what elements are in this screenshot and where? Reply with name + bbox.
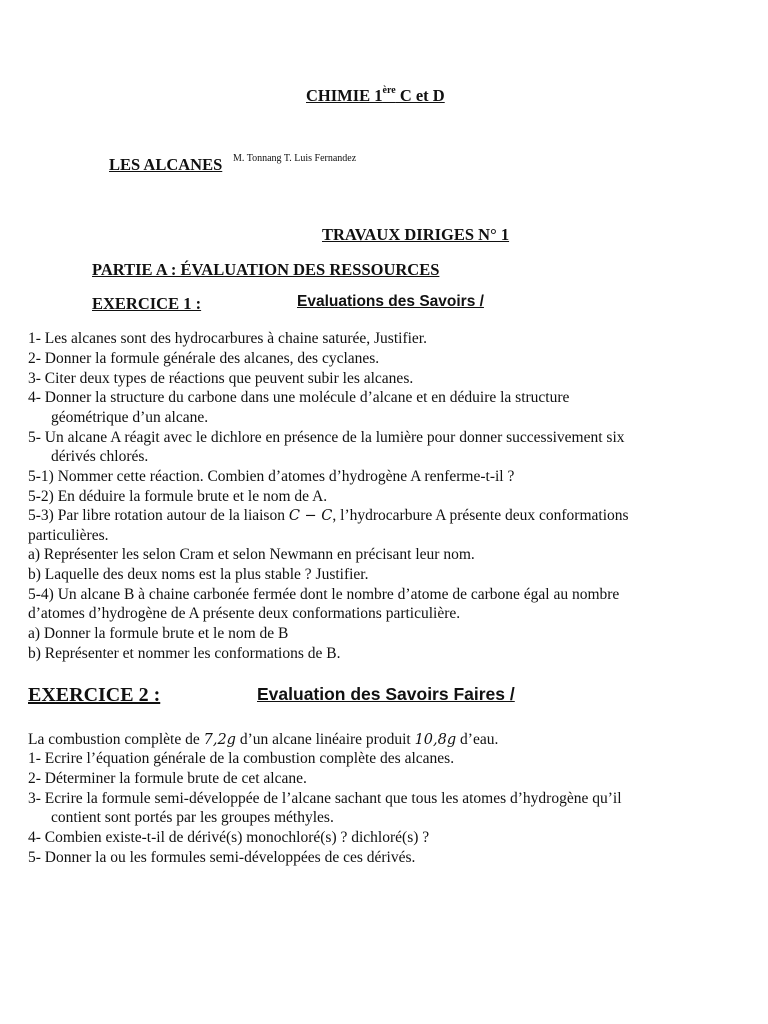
exercise1-label: EXERCICE 1 :: [92, 294, 202, 313]
line-part: , l’hydrocarbure A présente deux conformations: [332, 507, 629, 524]
td-title: TRAVAUX DIRIGES N° 1: [322, 225, 510, 244]
author-name: M. Tonnang T. Luis Fernandez: [233, 153, 357, 164]
title-main: CHIMIE 1: [306, 86, 383, 105]
question-line: 3- Citer deux types de réactions que peuvent subir les alcanes.: [28, 370, 414, 387]
question-line: 5-2) En déduire la formule brute et le nom de A.: [28, 488, 328, 505]
question-line: 5- Un alcane A réagit avec le dichlore en présence de la lumière pour donner successivement six: [28, 429, 625, 446]
question-line: b) Laquelle des deux noms est la plus stable ? Justifier.: [28, 566, 369, 583]
topic-heading: LES ALCANES: [109, 155, 223, 174]
partie-heading: PARTIE A : ÉVALUATION DES RESSOURCES: [92, 260, 440, 279]
question-line: 2- Donner la formule générale des alcanes, des cyclanes.: [28, 350, 380, 367]
title-superscript: ère: [382, 84, 396, 96]
intro-part: La combustion complète de: [28, 731, 204, 748]
math-formula: C − C: [288, 508, 333, 524]
question-line: 5-1) Nommer cette réaction. Combien d’atomes d’hydrogène A renferme-t-il ?: [28, 468, 515, 485]
line-part: 5-3) Par libre rotation autour de la liaison: [28, 507, 285, 524]
question-line: a) Représenter les selon Cram et selon Newmann en précisant leur nom.: [28, 546, 475, 563]
math-value: 7,2g: [203, 732, 236, 748]
question-line: a) Donner la formule brute et le nom de B: [28, 625, 289, 642]
exercise2-subtitle: Evaluation des Savoirs Faires /: [257, 684, 515, 704]
exercise1-subtitle: Evaluations des Savoirs /: [297, 293, 484, 310]
question-line: b) Représenter et nommer les conformations de B.: [28, 645, 341, 662]
math-value: 10,8g: [414, 732, 457, 748]
question-line: 4- Combien existe-t-il de dérivé(s) monochloré(s) ? dichloré(s) ?: [28, 829, 430, 846]
question-line: 1- Ecrire l’équation générale de la combustion complète des alcanes.: [28, 750, 455, 767]
title-rest: C et D: [395, 86, 445, 105]
question-line: géométrique d’un alcane.: [51, 409, 209, 426]
question-line: d’atomes d’hydrogène de A présente deux conformations particulière.: [28, 605, 461, 622]
question-line: 1- Les alcanes sont des hydrocarbures à chaine saturée, Justifier.: [28, 330, 427, 347]
question-line: 3- Ecrire la formule semi-développée de l’alcane sachant que tous les atomes d’hydrogène qu’il: [28, 790, 622, 807]
question-line: dérivés chlorés.: [51, 448, 149, 465]
question-line: contient sont portés par les groupes méthyles.: [51, 809, 334, 826]
question-line: 5-4) Un alcane B à chaine carbonée fermée dont le nombre d’atome de carbone égal au nombre: [28, 586, 620, 603]
question-line: [28, 506, 629, 527]
exercise2-intro: [28, 730, 498, 751]
page-title: [306, 86, 445, 106]
intro-part: d’un alcane linéaire produit: [235, 731, 415, 748]
question-line: 5- Donner la ou les formules semi-développées de ces dérivés.: [28, 849, 416, 866]
intro-part: d’eau.: [456, 731, 499, 748]
question-line: 4- Donner la structure du carbone dans une molécule d’alcane et en déduire la structure: [28, 389, 570, 406]
exercise2-label: EXERCICE 2 :: [28, 684, 161, 706]
question-line: 2- Déterminer la formule brute de cet alcane.: [28, 770, 307, 787]
question-line: particulières.: [28, 527, 109, 544]
